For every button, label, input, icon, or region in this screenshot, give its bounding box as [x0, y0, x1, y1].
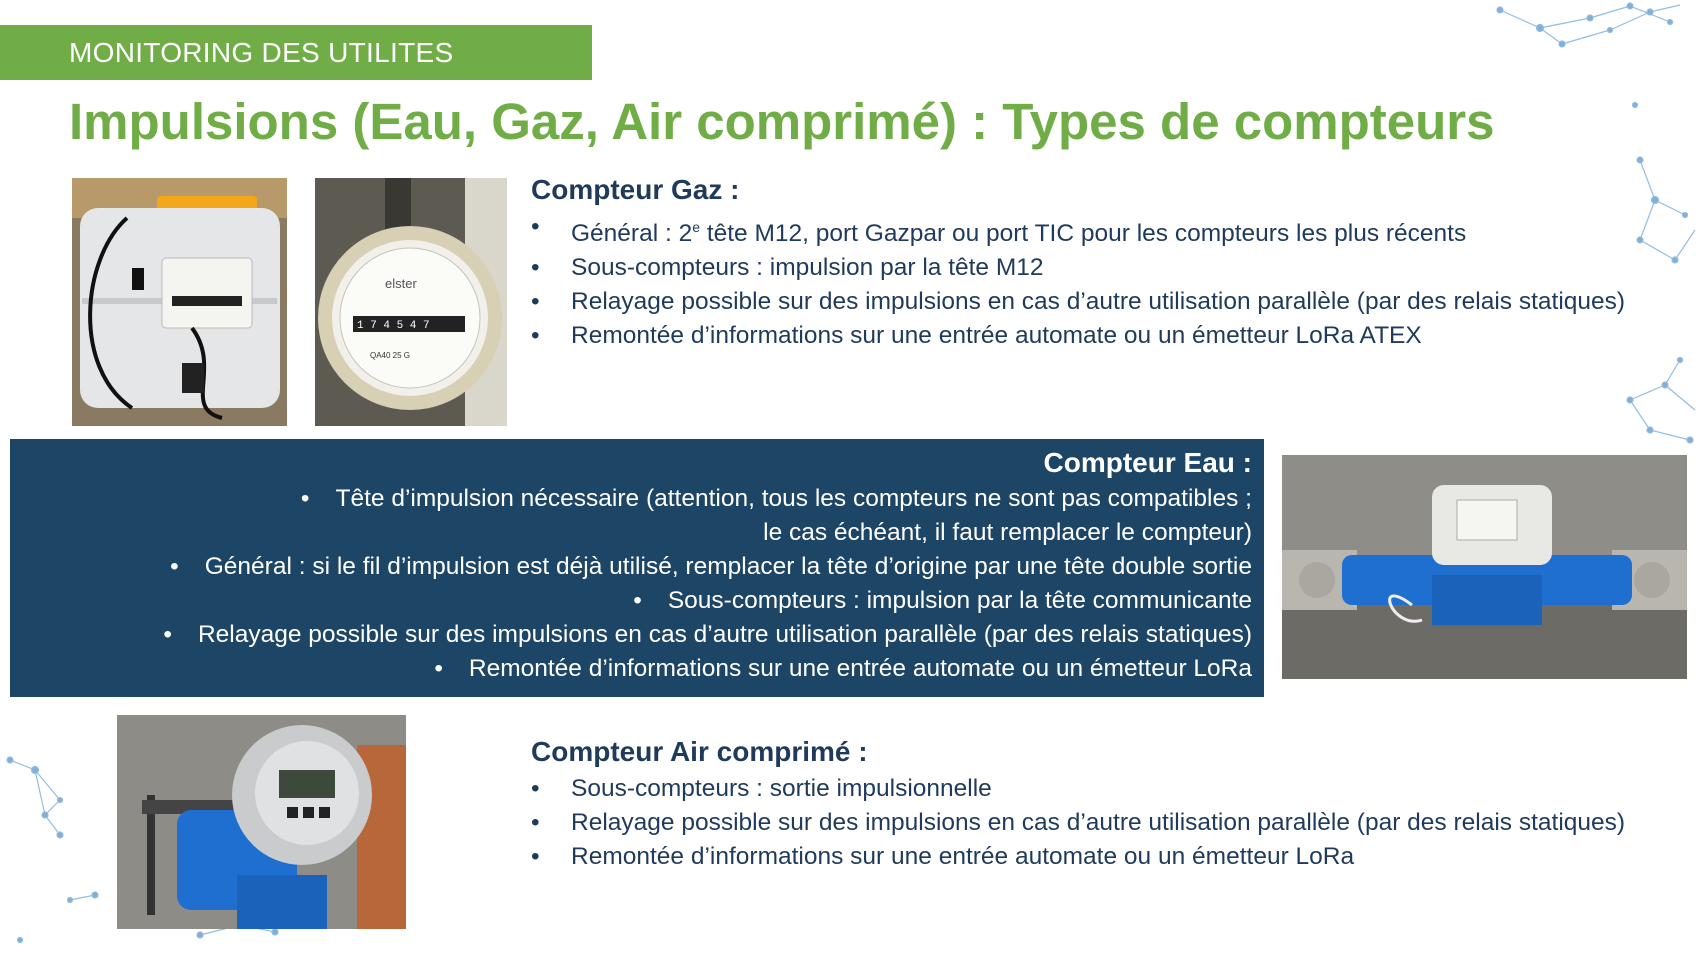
water-bullet-general: • Général : si le fil d’impulsion est déjà utilisé, remplacer la tête d’origine par une tête double sortie: [170, 553, 1252, 580]
gas-meter-section: [531, 174, 1661, 353]
water-bullet-head-required-continued: le cas échéant, il faut remplacer le compteur): [763, 519, 1252, 546]
gas-meter-bullets: [531, 210, 1661, 353]
water-bullet-feedback: • Remontée d’informations sur une entrée automate ou un émetteur LoRa: [434, 655, 1252, 682]
compressed-air-heading: Compteur Air comprimé :: [531, 736, 868, 767]
gas-bullet-relay: • Relayage possible sur des impulsions en cas d’autre utilisation parallèle (par des relais statiques): [531, 285, 1661, 319]
water-meter-bullets: [22, 482, 1252, 686]
svg-text:1 7 4 5 4 7: 1 7 4 5 4 7: [357, 320, 430, 332]
water-meter-section: [22, 447, 1252, 686]
compressed-air-bullets: [531, 772, 1661, 874]
water-bullet-head-required: • Tête d’impulsion nécessaire (attention, tous les compteurs ne sont pas compatibles ;: [300, 485, 1252, 512]
slide-title: Impulsions (Eau, Gaz, Air comprimé) : Types de compteurs: [69, 93, 1495, 150]
svg-text:elster: elster: [385, 276, 417, 291]
gas-meter-photo: [72, 178, 287, 426]
water-bullet-relay: • Relayage possible sur des impulsions en cas d’autre utilisation parallèle (par des relais statiques): [163, 621, 1252, 648]
gas-bullet-feedback: • Remontée d’informations sur une entrée automate ou un émetteur LoRa ATEX: [531, 319, 1661, 353]
water-meter-heading: Compteur Eau :: [1043, 447, 1252, 478]
air-bullet-relay: • Relayage possible sur des impulsions en cas d’autre utilisation parallèle (par des relais statiques): [531, 806, 1661, 840]
section-header-bar: [0, 25, 592, 80]
compressed-air-section: [531, 736, 1661, 874]
air-bullet-subcounters: • Sous-compteurs : sortie impulsionnelle: [531, 772, 1661, 806]
elster-meter-photo: [315, 178, 507, 426]
water-bullet-subcounters: • Sous-compteurs : impulsion par la tête communicante: [633, 587, 1252, 614]
air-bullet-feedback: • Remontée d’informations sur une entrée automate ou un émetteur LoRa: [531, 840, 1661, 874]
section-label: MONITORING DES UTILITES: [69, 36, 454, 68]
compressed-air-meter-photo: [117, 715, 406, 929]
water-meter-panel: [10, 439, 1264, 697]
gas-meter-heading: Compteur Gaz :: [531, 174, 740, 205]
gas-bullet-general: • Général : 2e tête M12, port Gazpar ou port TIC pour les compteurs les plus récents: [531, 210, 1661, 251]
svg-text:QA40 25 G: QA40 25 G: [370, 351, 411, 360]
water-meter-photo: [1282, 455, 1687, 679]
gas-bullet-subcounters: • Sous-compteurs : impulsion par la tête M12: [531, 251, 1661, 285]
